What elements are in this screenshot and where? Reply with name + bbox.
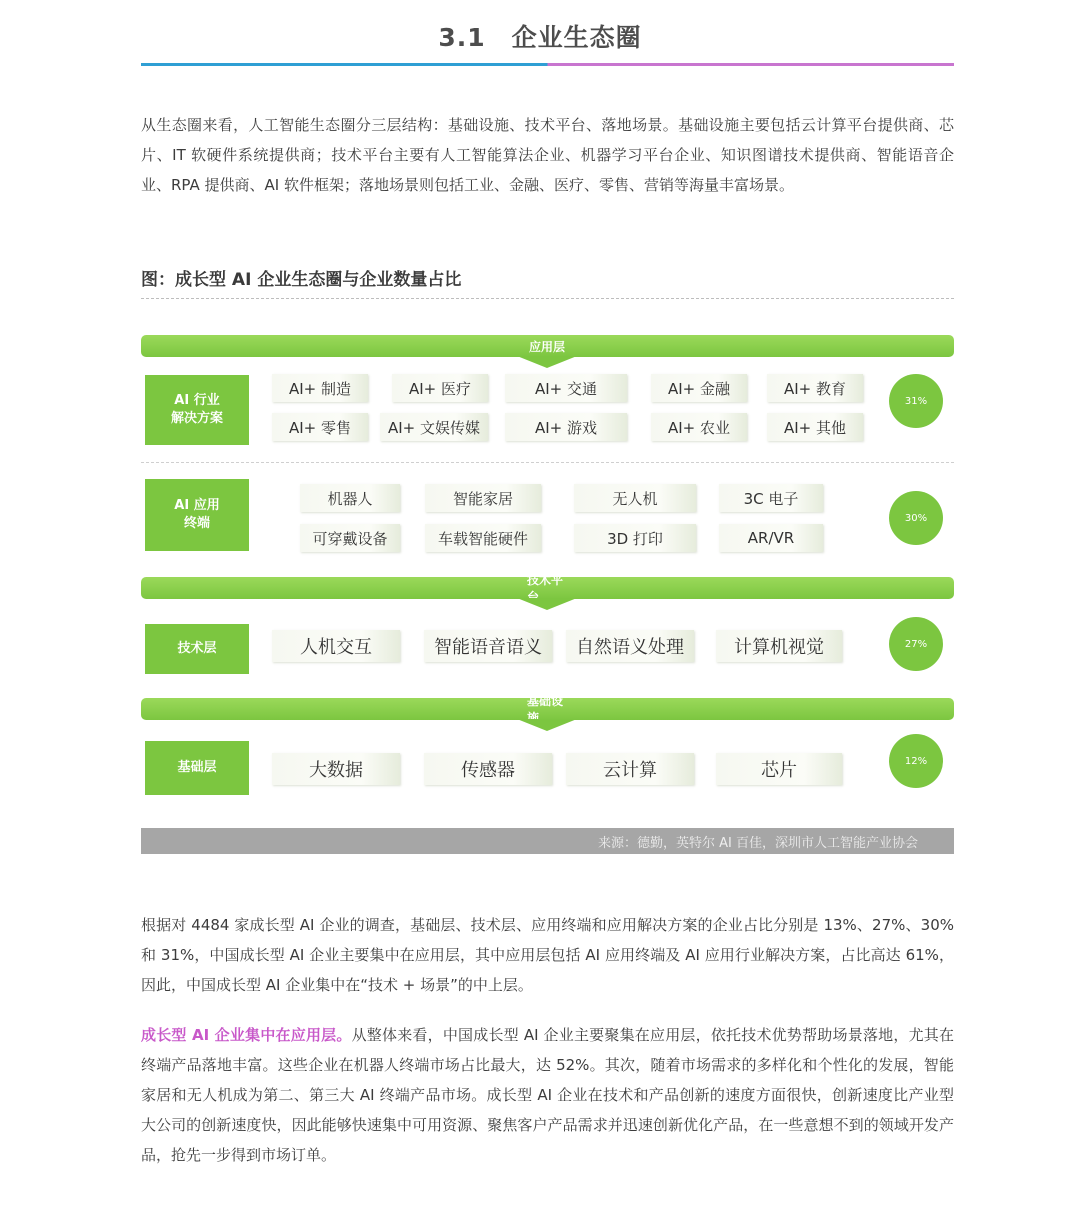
band-application-label: 应用层: [528, 339, 565, 354]
analysis-paragraph: [141, 1020, 954, 1170]
item-ai-agriculture: AI+ 农业: [651, 413, 747, 441]
figure-source: [141, 828, 954, 854]
item-vehicle-hardware: 车载智能硬件: [425, 524, 541, 552]
survey-paragraph: 根据对 4484 家成长型 AI 企业的调查，基础层、技术层、应用终端和应用解决方案的企业占比分别是 13%、27%、30% 和 31%，中国成长型 AI 企业主要集中在应用层，其中应用层包括 AI 应用终端及 AI 应用行业解决方案，占比高达 61%，因此，中国成长型 AI 企业集中在“技术 + 场景”的中上层。: [141, 916, 954, 994]
highlight-lead: 成长型 AI 企业集中在应用层。: [141, 1026, 352, 1044]
item-drone: 无人机: [574, 484, 696, 512]
item-ai-finance: AI+ 金融: [651, 374, 747, 402]
analysis-body: 从整体来看，中国成长型 AI 企业主要聚集在应用层，依托技术优势帮助场景落地，尤其在终端产品落地丰富。这些企业在机器人终端市场占比最大，达 52%。其次，随着市场需求的多样化和个性化的发展，智能家居和无人机成为第二、第三大 AI 终端产品市场。成长型 AI 企业在技术和产品创新的速度方面很快，创新速度比产业型大公司的创新速度快，因此能够快速集中可用资源、聚焦客户产品需求并迅速创新优化产品，在一些意想不到的领域开发产品，抢先一步得到市场订单。: [141, 1026, 954, 1164]
section-number: 3.1: [438, 23, 486, 52]
share-app-terminal: 30%: [889, 491, 943, 545]
item-ai-education: AI+ 教育: [767, 374, 863, 402]
layer-label-industry-solutions: [145, 375, 249, 445]
item-chips: 芯片: [716, 753, 842, 785]
item-ar-vr: AR/VR: [719, 524, 823, 552]
layer-label-tech: 技术层: [145, 624, 249, 674]
layer-label-line: AI 行业: [174, 393, 220, 408]
figure-source-text: 来源：德勤，英特尔 AI 百佳，深圳市人工智能产业协会: [598, 835, 918, 851]
title-divider: [141, 63, 954, 66]
band-arrow: [517, 719, 577, 731]
item-ai-healthcare: AI+ 医疗: [392, 374, 488, 402]
item-ai-other: AI+ 其他: [767, 413, 863, 441]
layer-label-line: 解决方案: [170, 411, 223, 426]
item-computer-vision: 计算机视觉: [716, 630, 842, 662]
item-cloud-computing: 云计算: [566, 753, 694, 785]
share-tech-layer: 27%: [889, 617, 943, 671]
item-smart-home: 智能家居: [425, 484, 541, 512]
item-ai-gaming: AI+ 游戏: [505, 413, 627, 441]
item-nlp: 自然语义处理: [566, 630, 694, 662]
section-title: 企业生态圈: [511, 23, 642, 52]
band-application: [141, 335, 954, 357]
band-infrastructure-label: 基础设施: [527, 694, 564, 725]
band-arrow: [517, 356, 577, 368]
item-sensors: 传感器: [424, 753, 552, 785]
page-title: [0, 18, 1080, 54]
band-arrow: [517, 598, 577, 610]
item-robot: 机器人: [300, 484, 400, 512]
layer-label-line: AI 应用: [174, 498, 220, 513]
share-industry-solutions: 31%: [889, 374, 943, 428]
item-hci: 人机交互: [272, 630, 400, 662]
item-ai-entertainment: AI+ 文娱传媒: [380, 413, 488, 441]
band-infrastructure: [141, 694, 954, 725]
item-ai-retail: AI+ 零售: [272, 413, 368, 441]
band-tech-platform: [141, 573, 954, 604]
item-3d-printing: 3D 打印: [574, 524, 696, 552]
item-ai-transport: AI+ 交通: [505, 374, 627, 402]
intro-paragraph: 从生态圈来看，人工智能生态圈分三层结构：基础设施、技术平台、落地场景。基础设施主要包括云计算平台提供商、芯片、IT 软硬件系统提供商；技术平台主要有人工智能算法企业、机器学习平台企业、知识图谱技术提供商、智能语音企业、RPA 提供商、AI 软件框架；落地场景则包括工业、金融、医疗、零售、营销等海量丰富场景。: [141, 116, 954, 194]
item-ai-manufacturing: AI+ 制造: [272, 374, 368, 402]
item-3c-electronics: 3C 电子: [719, 484, 823, 512]
figure-caption: 图：成长型 AI 企业生态圈与企业数量占比: [141, 265, 954, 299]
layer-divider: [141, 462, 954, 463]
layer-label-app-terminal: [145, 479, 249, 551]
item-big-data: 大数据: [272, 753, 400, 785]
layer-label-base: 基础层: [145, 741, 249, 795]
band-tech-platform-label: 技术平台: [527, 573, 564, 604]
layer-label-line: 终端: [183, 516, 210, 531]
item-wearables: 可穿戴设备: [300, 524, 400, 552]
share-base-layer: 12%: [889, 734, 943, 788]
item-speech-semantics: 智能语音语义: [424, 630, 552, 662]
